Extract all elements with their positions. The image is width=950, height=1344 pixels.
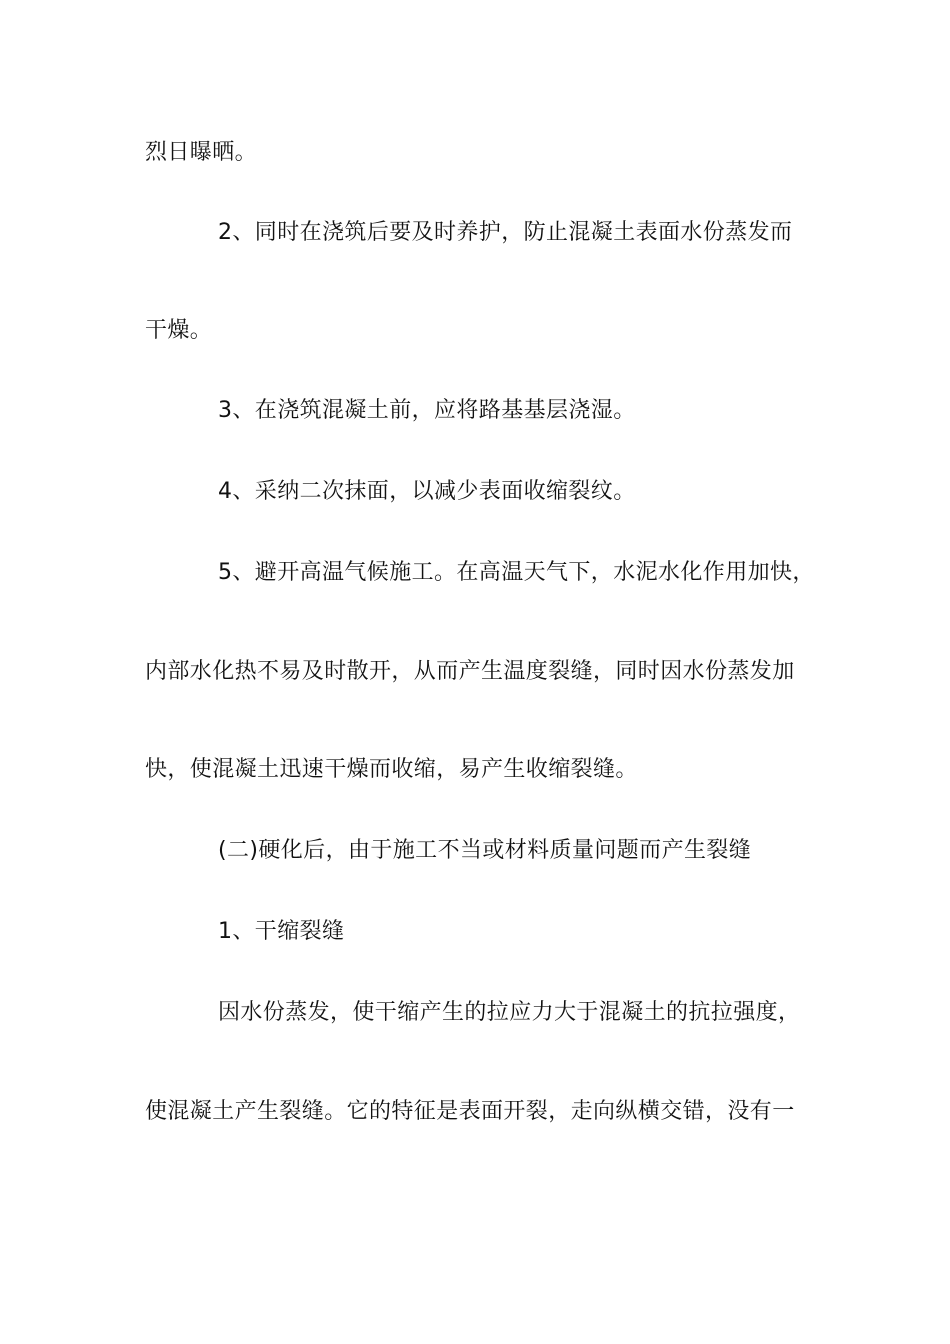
text-line-12: 使混凝土产生裂缝。它的特征是表面开裂，走向纵横交错，没有一	[145, 1099, 795, 1124]
text-line-9: (二)硬化后，由于施工不当或材料质量问题而产生裂缝	[218, 838, 752, 863]
text-line-1: 烈日曝晒。	[145, 140, 258, 165]
text-line-4: 3、在浇筑混凝土前，应将路基基层浇湿。	[218, 398, 636, 423]
text-line-6: 5、避开高温气候施工。在高温天气下，水泥水化作用加快，	[218, 560, 815, 585]
text-line-10: 1、干缩裂缝	[218, 919, 345, 944]
text-line-3: 干燥。	[145, 318, 213, 343]
text-line-2: 2、同时在浇筑后要及时养护，防止混凝土表面水份蒸发而	[218, 220, 793, 245]
text-line-7: 内部水化热不易及时散开，从而产生温度裂缝，同时因水份蒸发加	[145, 659, 795, 684]
text-line-11: 因水份蒸发，使干缩产生的拉应力大于混凝土的抗拉强度，	[218, 1000, 801, 1025]
text-line-8: 快，使混凝土迅速干燥而收缩，易产生收缩裂缝。	[145, 757, 638, 782]
text-line-5: 4、采纳二次抹面，以减少表面收缩裂纹。	[218, 479, 636, 504]
